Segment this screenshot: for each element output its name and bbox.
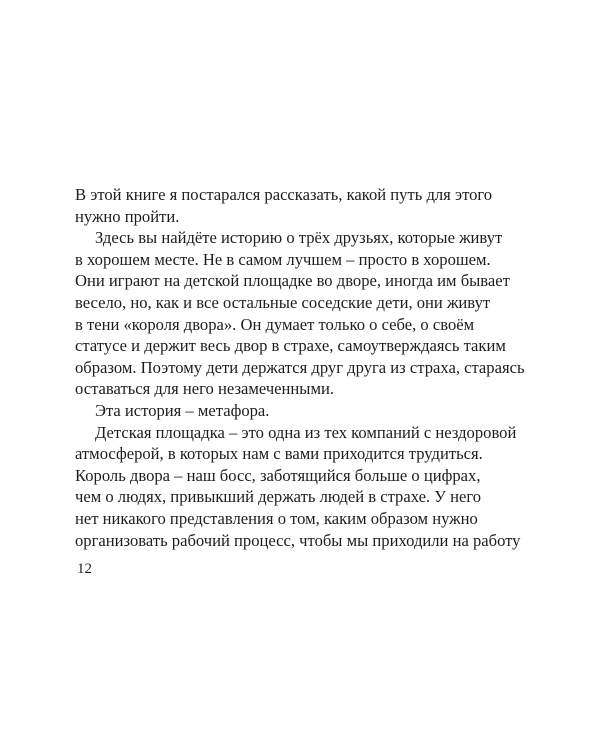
text-line: нужно пройти. xyxy=(75,206,180,226)
text-line: Король двора – наш босс, заботящийся больше о цифрах, xyxy=(75,465,481,485)
text-line: нет никакого представления о том, каким образом нужно xyxy=(75,508,478,528)
text-line: Детская площадка – это одна из тех компаний с нездоровой xyxy=(95,422,517,442)
text-line: статусе и держит весь двор в страхе, самоутверждаясь таким xyxy=(75,336,506,356)
text-line: весело, но, как и все остальные соседские дети, они живут xyxy=(75,292,491,312)
text-line: Эта история – метафора. xyxy=(95,400,270,420)
text-line: в хорошем месте. Не в самом лучшем – просто в хорошем. xyxy=(75,249,491,269)
text-line: организовать рабочий процесс, чтобы мы приходили на работу xyxy=(75,530,521,550)
body-text xyxy=(75,184,555,551)
text-line: чем о людях, привыкший держать людей в страхе. У него xyxy=(75,487,482,507)
text-line: в тени «короля двора». Он думает только о себе, о своём xyxy=(75,314,475,334)
text-line: атмосферой, в которых нам с вами приходится трудиться. xyxy=(75,444,483,464)
text-line: оставаться для него незамеченными. xyxy=(75,379,334,399)
text-line: Здесь вы найдёте историю о трёх друзьях, которые живут xyxy=(95,228,503,248)
text-line: В этой книге я постарался рассказать, какой путь для этого xyxy=(75,185,493,204)
text-line: Они играют на детской площадке во дворе, иногда им бывает xyxy=(75,271,510,291)
page-number: 12 xyxy=(77,561,92,577)
text-line: образом. Поэтому дети держатся друг друга из страха, стараясь xyxy=(75,357,525,377)
